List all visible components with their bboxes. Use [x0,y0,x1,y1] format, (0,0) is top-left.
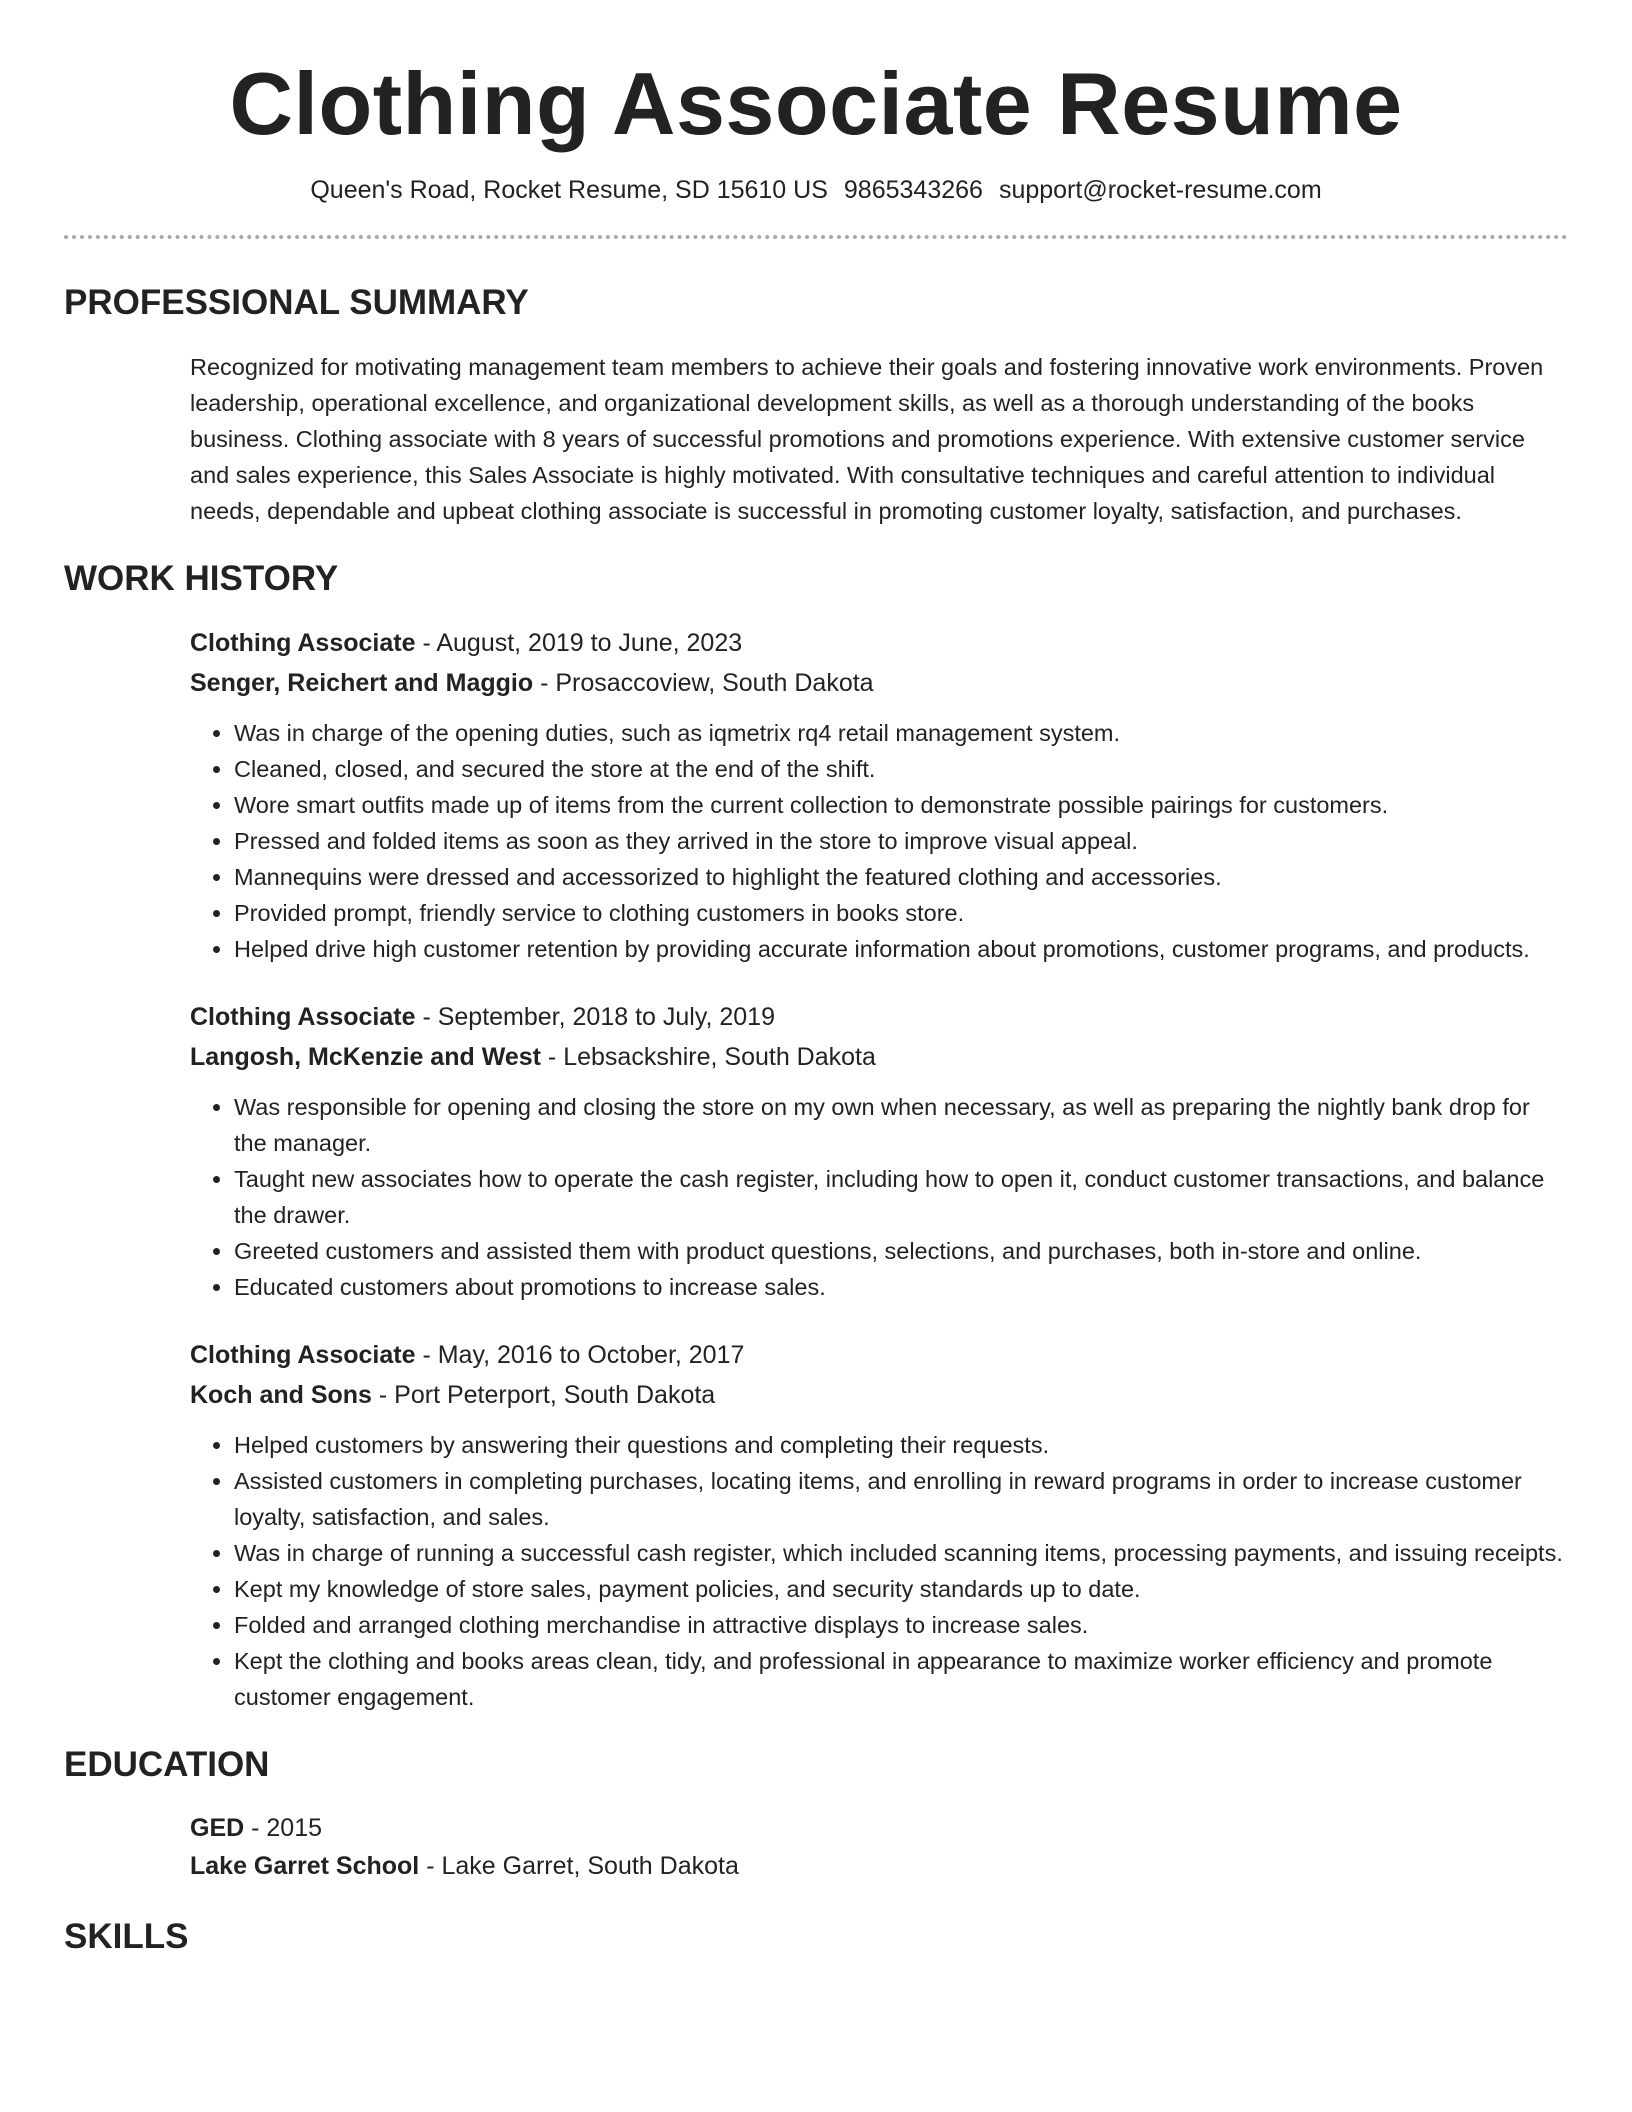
education-entry [190,1809,1568,1885]
summary-text: Recognized for motivating management team members to achieve their goals and fostering innovative work environments. Proven leadership, operational excellence, and organizational development skills, as well as a thorough understanding of the books business. Clothing associate with 8 years of successful promotions and promotions experience. With extensive customer service and sales experience, this Sales Associate is highly motivated. With consultative techniques and careful attention to individual needs, dependable and upbeat clothing associate is successful in promoting customer loyalty, satisfaction, and purchases. [190,354,1544,524]
education-year: - 2015 [244,1814,323,1842]
list-item: • Helped customers by answering their questions and completing their requests. [234,1427,1568,1463]
education-section [64,1745,1568,1885]
job-company: Langosh, McKenzie and West [190,1043,541,1071]
job-role-line [190,1335,1568,1375]
job-dates: - September, 2018 to July, 2019 [415,1003,775,1031]
contact-phone: 9865343266 [843,176,983,204]
job-dates: - May, 2016 to October, 2017 [415,1341,745,1369]
summary-section [64,283,1568,529]
list-item: • Greeted customers and assisted them with product questions, selections, and purchases, both in-store and online. [234,1233,1568,1269]
education-school-line [190,1847,1568,1885]
job-bullets [190,1427,1568,1715]
job-location: - Prosaccoview, South Dakota [533,669,874,697]
job-role: Clothing Associate [190,629,416,657]
list-item: • Educated customers about promotions to increase sales. [234,1269,1568,1305]
education-heading: EDUCATION [64,1745,270,1784]
job-dates: - August, 2019 to June, 2023 [415,629,743,657]
list-item: • Mannequins were dressed and accessorized to highlight the featured clothing and accessories. [234,859,1568,895]
list-item: • Cleaned, closed, and secured the store at the end of the shift. [234,751,1568,787]
list-item: • Provided prompt, friendly service to clothing customers in books store. [234,895,1568,931]
contact-email: support@rocket-resume.com [998,176,1322,204]
list-item: • Helped drive high customer retention by providing accurate information about promotions, customer programs, and products. [234,931,1568,967]
job-company: Koch and Sons [190,1381,372,1409]
contact-address: Queen's Road, Rocket Resume, SD 15610 US [310,176,828,204]
job-company-line [190,663,1568,703]
job-bullets [190,715,1568,967]
job-entry [190,623,1568,967]
list-item: • Was in charge of running a successful cash register, which included scanning items, processing payments, and issuing receipts. [234,1535,1568,1571]
work-history-section [64,559,1568,1715]
education-school: Lake Garret School [190,1852,420,1880]
education-degree: GED [190,1814,245,1842]
job-role: Clothing Associate [190,1003,416,1031]
list-item: • Wore smart outfits made up of items from the current collection to demonstrate possible pairings for customers. [234,787,1568,823]
list-item: • Was responsible for opening and closing the store on my own when necessary, as well as preparing the nightly bank drop for the manager. [234,1089,1568,1161]
list-item: • Kept the clothing and books areas clean, tidy, and professional in appearance to maximize worker efficiency and promote customer engagement. [234,1643,1568,1715]
list-item: • Kept my knowledge of store sales, payment policies, and security standards up to date. [234,1571,1568,1607]
work-history-heading: WORK HISTORY [64,559,339,598]
summary-heading: PROFESSIONAL SUMMARY [64,283,529,322]
skills-section [64,1917,1568,1957]
list-item: • Was in charge of the opening duties, such as iqmetrix rq4 retail management system. [234,715,1568,751]
list-item: • Taught new associates how to operate the cash register, including how to open it, conduct customer transactions, and balance the drawer. [234,1161,1568,1233]
skills-heading: SKILLS [64,1917,189,1956]
list-item: • Folded and arranged clothing merchandise in attractive displays to increase sales. [234,1607,1568,1643]
list-item: • Pressed and folded items as soon as they arrived in the store to improve visual appeal. [234,823,1568,859]
list-item: • Assisted customers in completing purchases, locating items, and enrolling in reward programs in order to increase customer loyalty, satisfaction, and sales. [234,1463,1568,1535]
job-entry [190,1335,1568,1715]
job-role-line [190,997,1568,1037]
resume-title: Clothing Associate Resume [229,54,1403,153]
job-role-line [190,623,1568,663]
job-bullets [190,1089,1568,1305]
job-company: Senger, Reichert and Maggio [190,669,534,697]
job-location: - Port Peterport, South Dakota [371,1381,716,1409]
job-location: - Lebsackshire, South Dakota [540,1043,876,1071]
header-divider [64,235,1568,239]
job-company-line [190,1037,1568,1077]
education-location: - Lake Garret, South Dakota [419,1852,739,1880]
education-degree-line [190,1809,1568,1847]
job-entry [190,997,1568,1305]
job-role: Clothing Associate [190,1341,416,1369]
contact-line [64,176,1568,205]
job-company-line [190,1375,1568,1415]
